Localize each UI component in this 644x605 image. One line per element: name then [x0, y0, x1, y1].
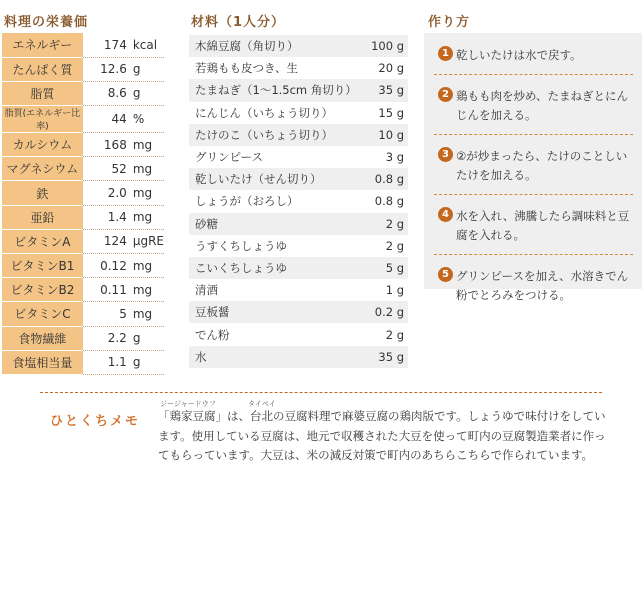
nutrition-label: 食塩相当量	[2, 350, 83, 374]
ingredient-row	[189, 235, 408, 257]
step-text: ②が炒まったら、たけのことしいたけを加える。	[456, 149, 628, 182]
ingredient-name: たまねぎ（1～1.5cm 角切り）	[189, 79, 364, 101]
ingredient-name: 豆板醤	[189, 301, 364, 323]
nutrition-title: 料理の栄養価	[4, 15, 89, 30]
ingredient-name: グリンピース	[195, 150, 263, 165]
nutrition-value: 1.4	[107, 210, 127, 225]
nutrition-value-cell	[83, 133, 164, 157]
ingredient-amount: 0.8 g	[374, 194, 404, 209]
nutrition-row	[2, 229, 164, 253]
nutrition-label: ビタミンB1	[2, 254, 83, 278]
nutrition-row	[2, 254, 164, 278]
ingredient-row	[189, 301, 408, 323]
nutrition-value: 1.1	[107, 355, 127, 370]
nutrition-label: 食物繊維	[2, 326, 83, 350]
nutrition-label: カルシウム	[2, 133, 83, 157]
nutrition-value-cell	[83, 106, 164, 133]
nutrition-label: 鉄	[2, 181, 83, 205]
ingredient-amount: 35 g	[364, 79, 408, 101]
nutrition-unit: g	[132, 62, 141, 77]
nutrition-unit: mg	[132, 282, 153, 297]
ingredient-name: でん粉	[195, 327, 230, 342]
nutrition-row	[2, 181, 164, 205]
nutrition-row	[2, 33, 164, 57]
ingredient-name: うすくちしょうゆ	[195, 238, 287, 253]
nutrition-label: エネルギー	[2, 33, 83, 57]
nutrition-value: 2.2	[107, 331, 127, 346]
method-step	[434, 263, 633, 314]
step-text: 乾しいたけは水で戻す。	[456, 48, 582, 62]
nutrition-label: ビタミンA	[2, 229, 83, 253]
memo-ruby-place: タイペイ	[248, 400, 276, 408]
memo-text: 「鶏家豆腐」は、台北の豆腐料理で麻婆豆腐の鶏肉版です。しょうゆで味付けをしています。使用している豆腐は、地元で収穫された大豆を使って町内の豆腐製造業者に作ってもらっています。大豆は、米の減反対策で町内のあちらこちらで作られています。	[158, 409, 606, 462]
nutrition-value: 2.0	[107, 186, 127, 201]
ingredient-row	[189, 279, 408, 301]
ingredient-row	[189, 168, 408, 190]
nutrition-value-cell	[83, 350, 164, 374]
nutrition-row	[2, 205, 164, 229]
nutrition-value: 174	[103, 37, 127, 52]
nutrition-unit: mg	[132, 306, 153, 321]
memo-title: ひとくちメモ	[50, 414, 141, 429]
nutrition-value: 8.6	[107, 86, 127, 101]
nutrition-row	[2, 157, 164, 181]
nutrition-unit: µgRE	[132, 234, 164, 249]
ingredient-name: 若鶏もも皮つき、生	[195, 61, 299, 76]
ingredient-name: たけのこ（いちょう切り）	[189, 124, 364, 146]
nutrition-label: 脂質(エネルギー比率)	[2, 106, 83, 133]
ingredient-amount: 0.2 g	[364, 301, 408, 323]
step-number-badge: 2	[438, 87, 453, 102]
nutrition-row	[2, 302, 164, 326]
nutrition-value-cell	[83, 81, 164, 105]
ingredient-name: 木綿豆腐（角切り）	[189, 35, 364, 57]
step-number-badge: 5	[438, 267, 453, 282]
ingredient-row	[189, 102, 408, 124]
method-step	[434, 203, 633, 255]
nutrition-value: 124	[103, 234, 127, 249]
step-number-badge: 1	[438, 46, 453, 61]
ingredient-amount: 100 g	[364, 35, 408, 57]
nutrition-unit: mg	[132, 186, 153, 201]
nutrition-value: 12.6	[100, 62, 127, 77]
ingredient-name: にんじん（いちょう切り）	[195, 105, 333, 120]
memo-divider	[40, 392, 602, 393]
ingredient-row	[189, 213, 408, 235]
step-text: 鶏もも肉を炒め、たまねぎとにんじんを加える。	[456, 89, 629, 122]
nutrition-value-cell	[83, 205, 164, 229]
step-text: 水を入れ、沸騰したら調味料と豆腐を入れる。	[456, 209, 630, 242]
nutrition-value-cell	[83, 278, 164, 302]
ingredient-row	[189, 35, 408, 57]
nutrition-row	[2, 81, 164, 105]
nutrition-value: 0.12	[100, 258, 127, 273]
ingredient-amount: 5 g	[364, 257, 408, 279]
method-box	[424, 33, 642, 302]
nutrition-value-cell	[83, 157, 164, 181]
nutrition-label: ビタミンB2	[2, 278, 83, 302]
nutrition-value: 44	[111, 112, 127, 127]
nutrition-unit: mg	[132, 161, 153, 176]
ingredient-row	[189, 257, 408, 279]
method-step	[434, 143, 633, 195]
ingredient-name: 水	[189, 346, 364, 368]
nutrition-label: 亜鉛	[2, 205, 83, 229]
nutrition-unit: mg	[132, 137, 153, 152]
ingredient-row	[189, 190, 408, 212]
nutrition-unit: kcal	[132, 37, 158, 52]
nutrition-value-cell	[83, 229, 164, 253]
ingredient-amount: 0.8 g	[364, 168, 408, 190]
ingredient-row	[189, 346, 408, 368]
step-text: グリンピースを加え、水溶きでん粉でとろみをつける。	[456, 269, 629, 302]
ingredient-amount: 2 g	[385, 327, 404, 342]
ingredient-amount: 2 g	[385, 238, 404, 253]
nutrition-unit: g	[132, 331, 141, 346]
ingredient-amount: 10 g	[364, 124, 408, 146]
nutrition-value: 168	[103, 137, 127, 152]
nutrition-value: 5	[119, 306, 127, 321]
nutrition-value-cell	[83, 57, 164, 81]
ingredient-row	[189, 323, 408, 345]
nutrition-value-cell	[83, 254, 164, 278]
ingredients-title: 材料（1人分）	[191, 15, 286, 30]
nutrition-row	[2, 350, 164, 374]
ingredient-row	[189, 146, 408, 168]
nutrition-value-cell	[83, 181, 164, 205]
method-title: 作り方	[428, 15, 471, 30]
ingredient-name: しょうが（おろし）	[195, 194, 299, 209]
nutrition-value-cell	[83, 33, 164, 57]
method-step	[434, 42, 633, 75]
nutrition-value-cell	[83, 326, 164, 350]
nutrition-label: マグネシウム	[2, 157, 83, 181]
method-step	[434, 83, 633, 135]
ingredient-row	[189, 79, 408, 101]
step-number-badge: 4	[438, 207, 453, 222]
nutrition-row	[2, 133, 164, 157]
memo-ruby-dish: ジージャードウフ	[160, 400, 216, 408]
nutrition-unit: g	[132, 86, 141, 101]
ingredients-table	[189, 35, 408, 368]
ingredient-name: 砂糖	[189, 213, 364, 235]
nutrition-label: ビタミンC	[2, 302, 83, 326]
nutrition-unit: %	[132, 112, 145, 127]
nutrition-row	[2, 278, 164, 302]
step-number-badge: 3	[438, 147, 453, 162]
nutrition-unit: g	[132, 355, 141, 370]
ingredient-amount: 1 g	[385, 283, 404, 298]
nutrition-value: 52	[111, 161, 127, 176]
nutrition-label: 脂質	[2, 81, 83, 105]
nutrition-table	[2, 33, 164, 375]
nutrition-unit: mg	[132, 210, 153, 225]
nutrition-value-cell	[83, 302, 164, 326]
nutrition-unit: mg	[132, 258, 153, 273]
ingredient-name: 清酒	[195, 283, 218, 298]
ingredient-amount: 35 g	[364, 346, 408, 368]
ingredient-amount: 20 g	[378, 61, 404, 76]
ingredient-name: こいくちしょうゆ	[189, 257, 364, 279]
ingredient-amount: 15 g	[378, 105, 404, 120]
ingredient-amount: 3 g	[385, 150, 404, 165]
ingredient-name: 乾しいたけ（せん切り）	[189, 168, 364, 190]
ingredient-row	[189, 57, 408, 79]
nutrition-row	[2, 326, 164, 350]
nutrition-row	[2, 106, 164, 133]
ingredient-amount: 2 g	[364, 213, 408, 235]
ingredient-row	[189, 124, 408, 146]
nutrition-value: 0.11	[100, 282, 127, 297]
nutrition-label: たんぱく質	[2, 57, 83, 81]
nutrition-row	[2, 57, 164, 81]
